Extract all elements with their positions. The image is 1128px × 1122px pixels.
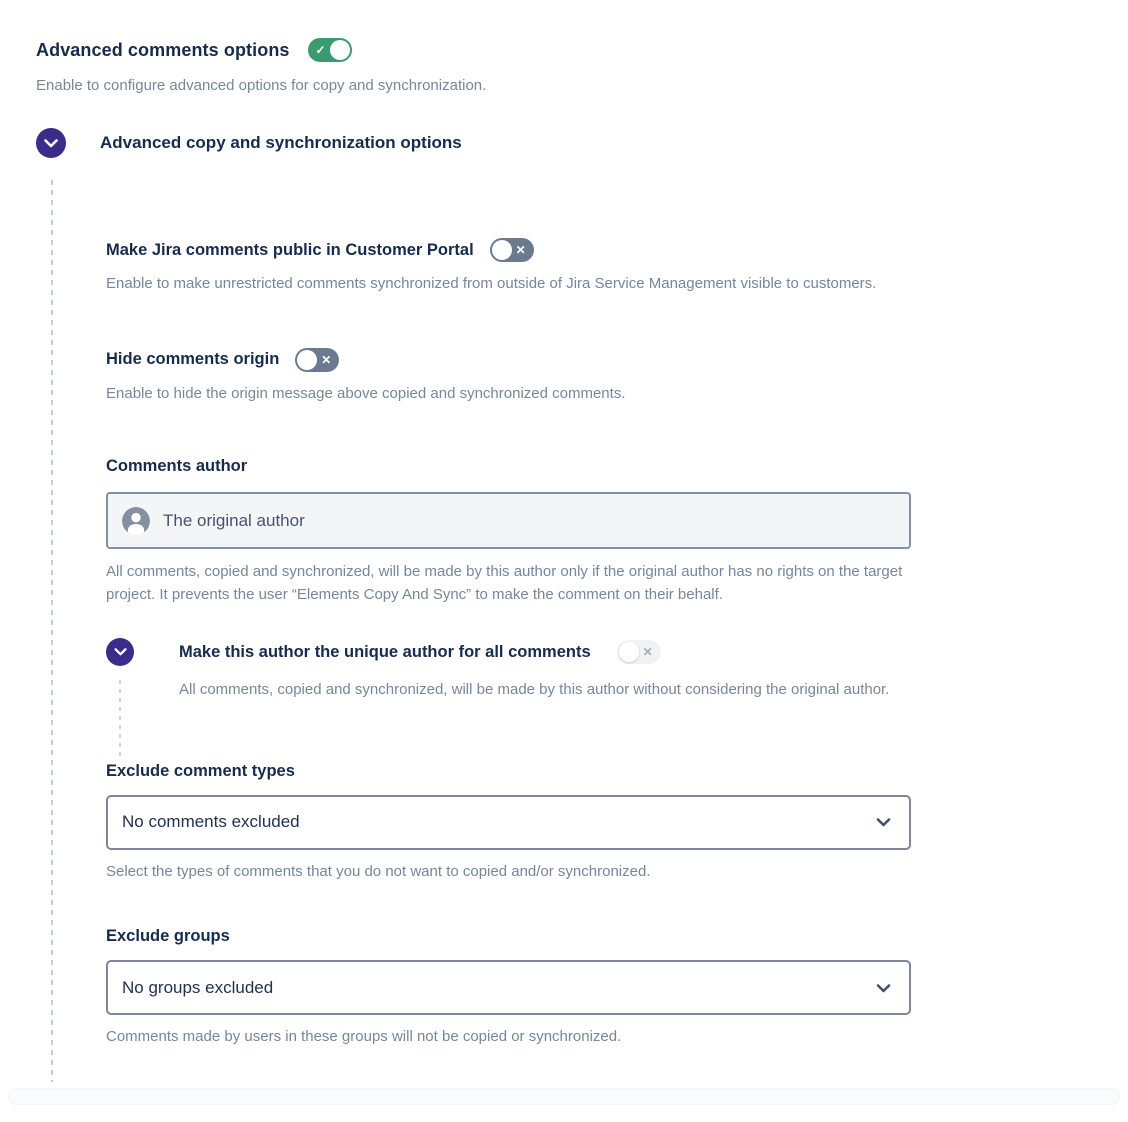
chevron-down-icon bbox=[114, 648, 127, 656]
toggle-knob bbox=[297, 350, 317, 370]
unique-author-label: Make this author the unique author for all comments bbox=[179, 642, 591, 661]
section-exclude-comment-types bbox=[106, 762, 1092, 884]
page-title: Advanced comments options bbox=[36, 39, 290, 60]
exclude-groups-label: Exclude groups bbox=[106, 927, 230, 945]
exclude-comment-types-value: No comments excluded bbox=[122, 812, 300, 831]
toggle-knob bbox=[330, 40, 350, 60]
cross-icon: ✕ bbox=[321, 352, 332, 367]
unique-author-toggle bbox=[617, 640, 661, 664]
check-icon: ✓ bbox=[315, 43, 326, 57]
section-hide-origin bbox=[106, 348, 1092, 406]
hide-origin-label: Hide comments origin bbox=[106, 350, 280, 368]
exclude-groups-value: No groups excluded bbox=[122, 977, 274, 997]
advanced-comments-toggle[interactable] bbox=[308, 38, 352, 62]
dashed-connector-small bbox=[119, 680, 121, 760]
cross-icon: ✕ bbox=[515, 243, 526, 257]
public-comments-label: Make Jira comments public in Customer Portal bbox=[106, 240, 474, 259]
comments-author-label: Comments author bbox=[106, 457, 248, 475]
toggle-knob bbox=[619, 642, 639, 662]
dashed-connector bbox=[51, 180, 53, 1082]
public-comments-description: Enable to make unrestricted comments synchronized from outside of Jira Service Management visible to customers. bbox=[106, 275, 877, 292]
chevron-down-icon bbox=[44, 139, 58, 148]
comments-author-value: The original author bbox=[163, 510, 305, 530]
section-public-comments bbox=[106, 238, 1092, 296]
exclude-groups-description: Comments made by users in these groups will not be copied or synchronized. bbox=[106, 1028, 622, 1045]
next-panel-edge bbox=[8, 1088, 1120, 1105]
unique-author-description: All comments, copied and synchronized, will be made by this author without considering the original author. bbox=[179, 681, 890, 698]
hide-origin-description: Enable to hide the origin message above copied and synchronized comments. bbox=[106, 384, 626, 402]
exclude-comment-types-select[interactable] bbox=[106, 795, 911, 850]
subsection-unique-author bbox=[106, 638, 1092, 702]
page-header bbox=[36, 38, 1092, 62]
exclude-groups-select[interactable] bbox=[106, 960, 911, 1015]
comments-author-description: All comments, copied and synchronized, will be made by this author only if the original author has no rights on the target project. It prevents the user “Elements Copy And Sync” to make the comment on their behalf. bbox=[106, 563, 903, 603]
chevron-down-icon bbox=[876, 983, 891, 993]
page-description: Enable to configure advanced options for copy and synchronization. bbox=[36, 77, 487, 94]
exclude-comment-types-description: Select the types of comments that you do not want to copied and/or synchronized. bbox=[106, 862, 651, 880]
section-comments-author bbox=[106, 457, 1092, 702]
panel-title: Advanced copy and synchronization options bbox=[100, 133, 462, 152]
toggle-knob bbox=[492, 240, 512, 260]
chevron-down-icon bbox=[876, 817, 891, 827]
exclude-comment-types-label: Exclude comment types bbox=[106, 761, 295, 780]
panel-body bbox=[51, 158, 1092, 1082]
public-comments-toggle[interactable] bbox=[490, 238, 534, 262]
comments-author-field bbox=[106, 492, 911, 549]
panel-header bbox=[36, 128, 1092, 158]
collapse-panel-button[interactable] bbox=[36, 128, 66, 158]
section-exclude-groups bbox=[106, 927, 1092, 1049]
cross-icon: ✕ bbox=[642, 645, 653, 659]
hide-origin-toggle[interactable] bbox=[295, 348, 339, 372]
collapse-unique-author-button[interactable] bbox=[106, 638, 134, 666]
user-avatar-icon bbox=[122, 507, 150, 535]
